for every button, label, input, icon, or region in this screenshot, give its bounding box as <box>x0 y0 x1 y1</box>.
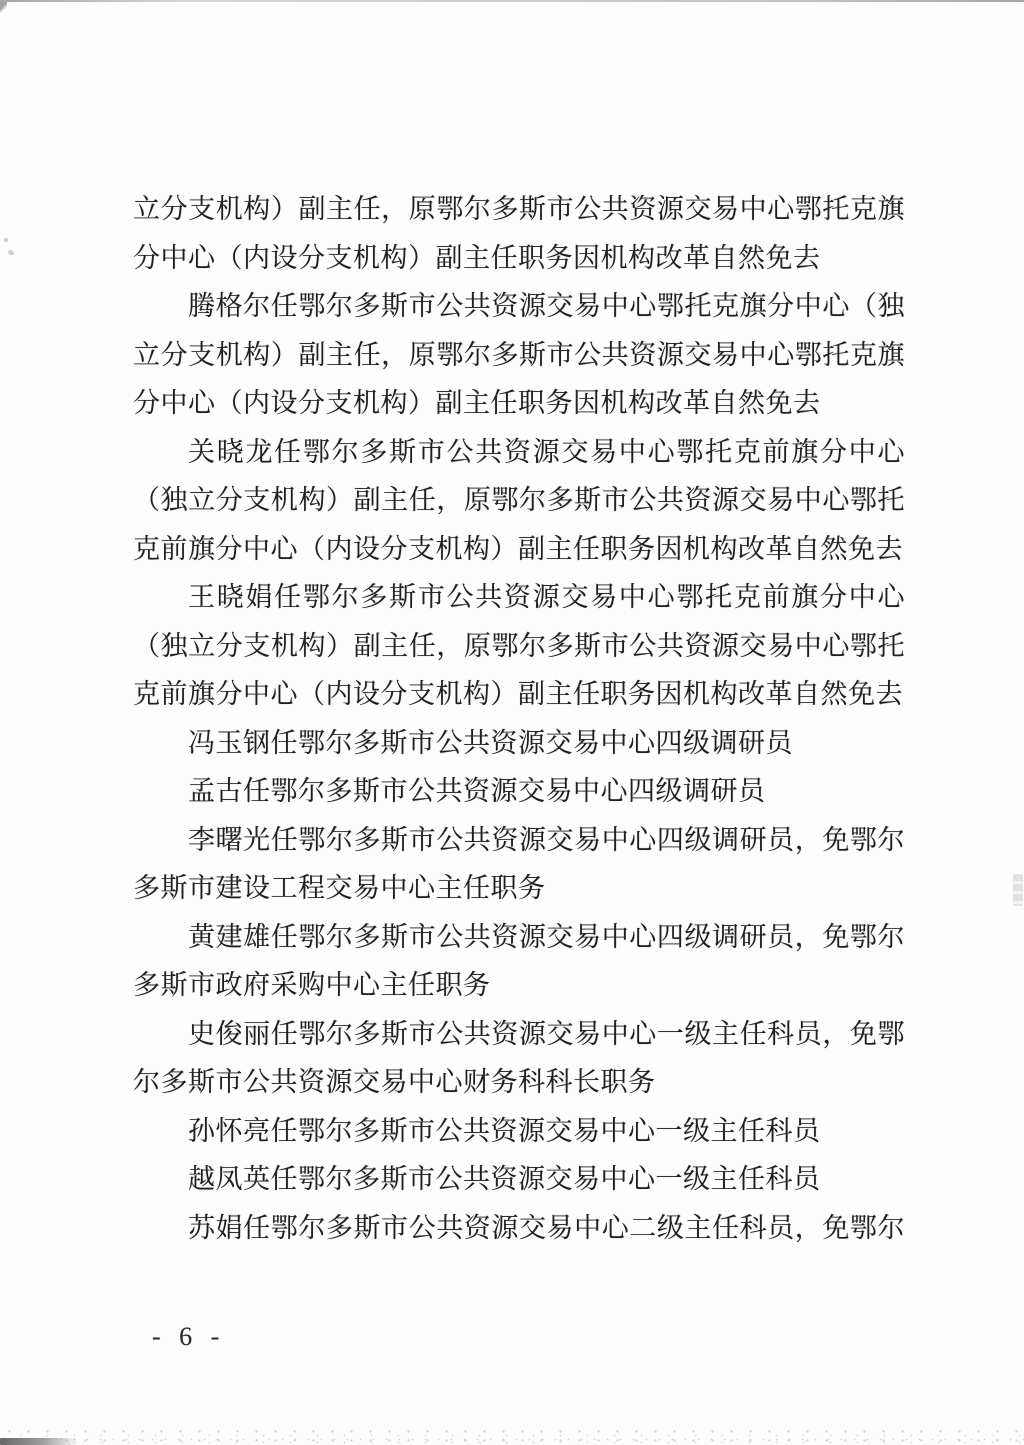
scan-artifact-top-left-tick <box>0 2 7 13</box>
text-line: 冯玉钢任鄂尔多斯市公共资源交易中心四级调研员 <box>188 727 793 758</box>
page-number: - 6 - <box>152 1322 226 1351</box>
scan-artifact-right-smudge <box>1013 874 1023 906</box>
scan-artifact-bottom-noise <box>0 1430 1024 1445</box>
text-line: 立分支机构）副主任，原鄂尔多斯市公共资源交易中心鄂托克旗 <box>133 194 905 224</box>
text-line: 多斯市政府采购中心主任职务 <box>133 970 491 1000</box>
text-line: 尔多斯市公共资源交易中心财务科科长职务 <box>133 1067 656 1097</box>
text-line: 克前旗分中心（内设分支机构）副主任职务因机构改革自然免去 <box>133 533 903 564</box>
text-line: （独立分支机构）副主任，原鄂尔多斯市公共资源交易中心鄂托 <box>133 485 905 515</box>
text-line: 克前旗分中心（内设分支机构）副主任职务因机构改革自然免去 <box>133 679 903 709</box>
text-line: （独立分支机构）副主任，原鄂尔多斯市公共资源交易中心鄂托 <box>133 630 905 661</box>
text-line: 孙怀亮任鄂尔多斯市公共资源交易中心一级主任科员 <box>188 1115 821 1146</box>
document-body <box>133 185 905 1252</box>
text-line: 分中心（内设分支机构）副主任职务因机构改革自然免去 <box>133 242 821 273</box>
text-line: 分中心（内设分支机构）副主任职务因机构改革自然免去 <box>133 388 821 418</box>
scan-artifact-bottom-left-smudge <box>0 1438 78 1445</box>
text-line: 苏娟任鄂尔多斯市公共资源交易中心二级主任科员，免鄂尔 <box>188 1212 905 1243</box>
text-line: 越凤英任鄂尔多斯市公共资源交易中心一级主任科员 <box>188 1164 821 1194</box>
text-line: 腾格尔任鄂尔多斯市公共资源交易中心鄂托克旗分中心（独 <box>188 291 905 321</box>
scan-artifact-left-speckle <box>4 238 8 242</box>
text-line: 黄建雄任鄂尔多斯市公共资源交易中心四级调研员，免鄂尔 <box>188 921 905 952</box>
text-line: 关晓龙任鄂尔多斯市公共资源交易中心鄂托克前旗分中心 <box>188 436 905 467</box>
scan-artifact-top-edge <box>0 0 1024 2</box>
text-line: 孟古任鄂尔多斯市公共资源交易中心四级调研员 <box>188 776 766 806</box>
text-line: 王晓娟任鄂尔多斯市公共资源交易中心鄂托克前旗分中心 <box>188 582 905 612</box>
text-line: 立分支机构）副主任，原鄂尔多斯市公共资源交易中心鄂托克旗 <box>133 339 905 370</box>
scan-artifact-left-speckle <box>7 249 15 257</box>
text-line: 多斯市建设工程交易中心主任职务 <box>133 873 546 903</box>
text-line: 史俊丽任鄂尔多斯市公共资源交易中心一级主任科员，免鄂 <box>188 1018 905 1049</box>
text-line: 李曙光任鄂尔多斯市公共资源交易中心四级调研员，免鄂尔 <box>188 824 905 855</box>
